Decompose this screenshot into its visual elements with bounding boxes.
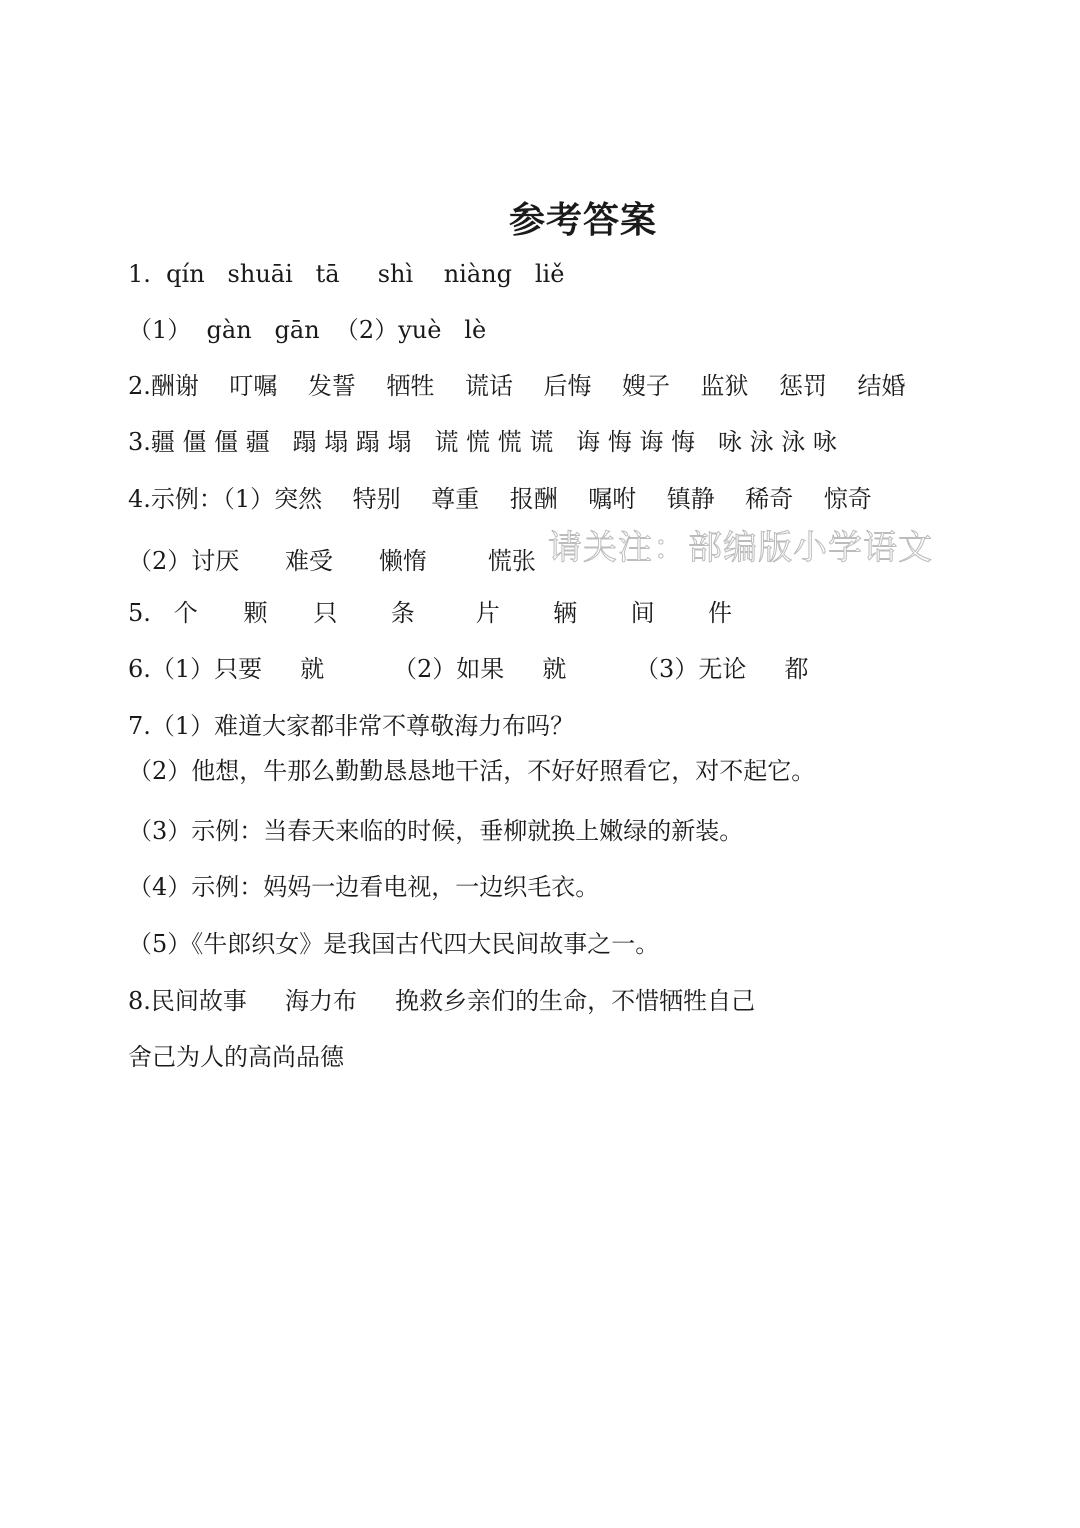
answer-8-continued: 舍己为人的高尚品德: [128, 1043, 344, 1071]
answer-4-part-1: 4.示例：（1）突然 特别 尊重 报酬 嘱咐 镇静 稀奇 惊奇: [128, 485, 872, 513]
answer-3: 3.疆 僵 僵 疆 蹋 塌 蹋 塌 谎 慌 慌 谎 诲 悔 诲 悔 咏 泳 泳 咏: [128, 428, 837, 456]
answer-7-part-2: （2）他想，牛那么勤勤恳恳地干活，不好好照看它，对不起它。: [128, 757, 816, 785]
answer-7-part-4: （4）示例：妈妈一边看电视，一边织毛衣。: [128, 873, 600, 901]
answer-1-pinyin: 1. qín shuāi tā shì niàng liě: [128, 260, 565, 288]
answer-1-sub: （1） gàn gān （2）yuè lè: [128, 316, 487, 344]
watermark: 请关注：部编版小学语文: [548, 528, 933, 568]
page-title: 参考答案: [508, 200, 657, 241]
answer-7-part-3: （3）示例：当春天来临的时候，垂柳就换上嫩绿的新装。: [128, 817, 744, 845]
answer-2: 2.酬谢 叮嘱 发誓 牺牲 谎话 后悔 嫂子 监狱 惩罚 结婚: [128, 372, 906, 400]
answer-8: 8.民间故事 海力布 挽救乡亲们的生命，不惜牺牲自己: [128, 987, 756, 1015]
answer-6: 6.（1）只要 就 （2）如果 就 （3）无论 都: [128, 655, 809, 683]
answer-4-part-2: （2）讨厌 难受 懒惰 慌张: [128, 547, 536, 575]
answer-5: 5. 个 颗 只 条 片 辆 间 件: [128, 599, 732, 627]
answer-7-part-5: （5）《牛郎织女》是我国古代四大民间故事之一。: [128, 930, 660, 958]
answer-7-part-1: 7.（1）难道大家都非常不尊敬海力布吗？: [128, 712, 575, 740]
